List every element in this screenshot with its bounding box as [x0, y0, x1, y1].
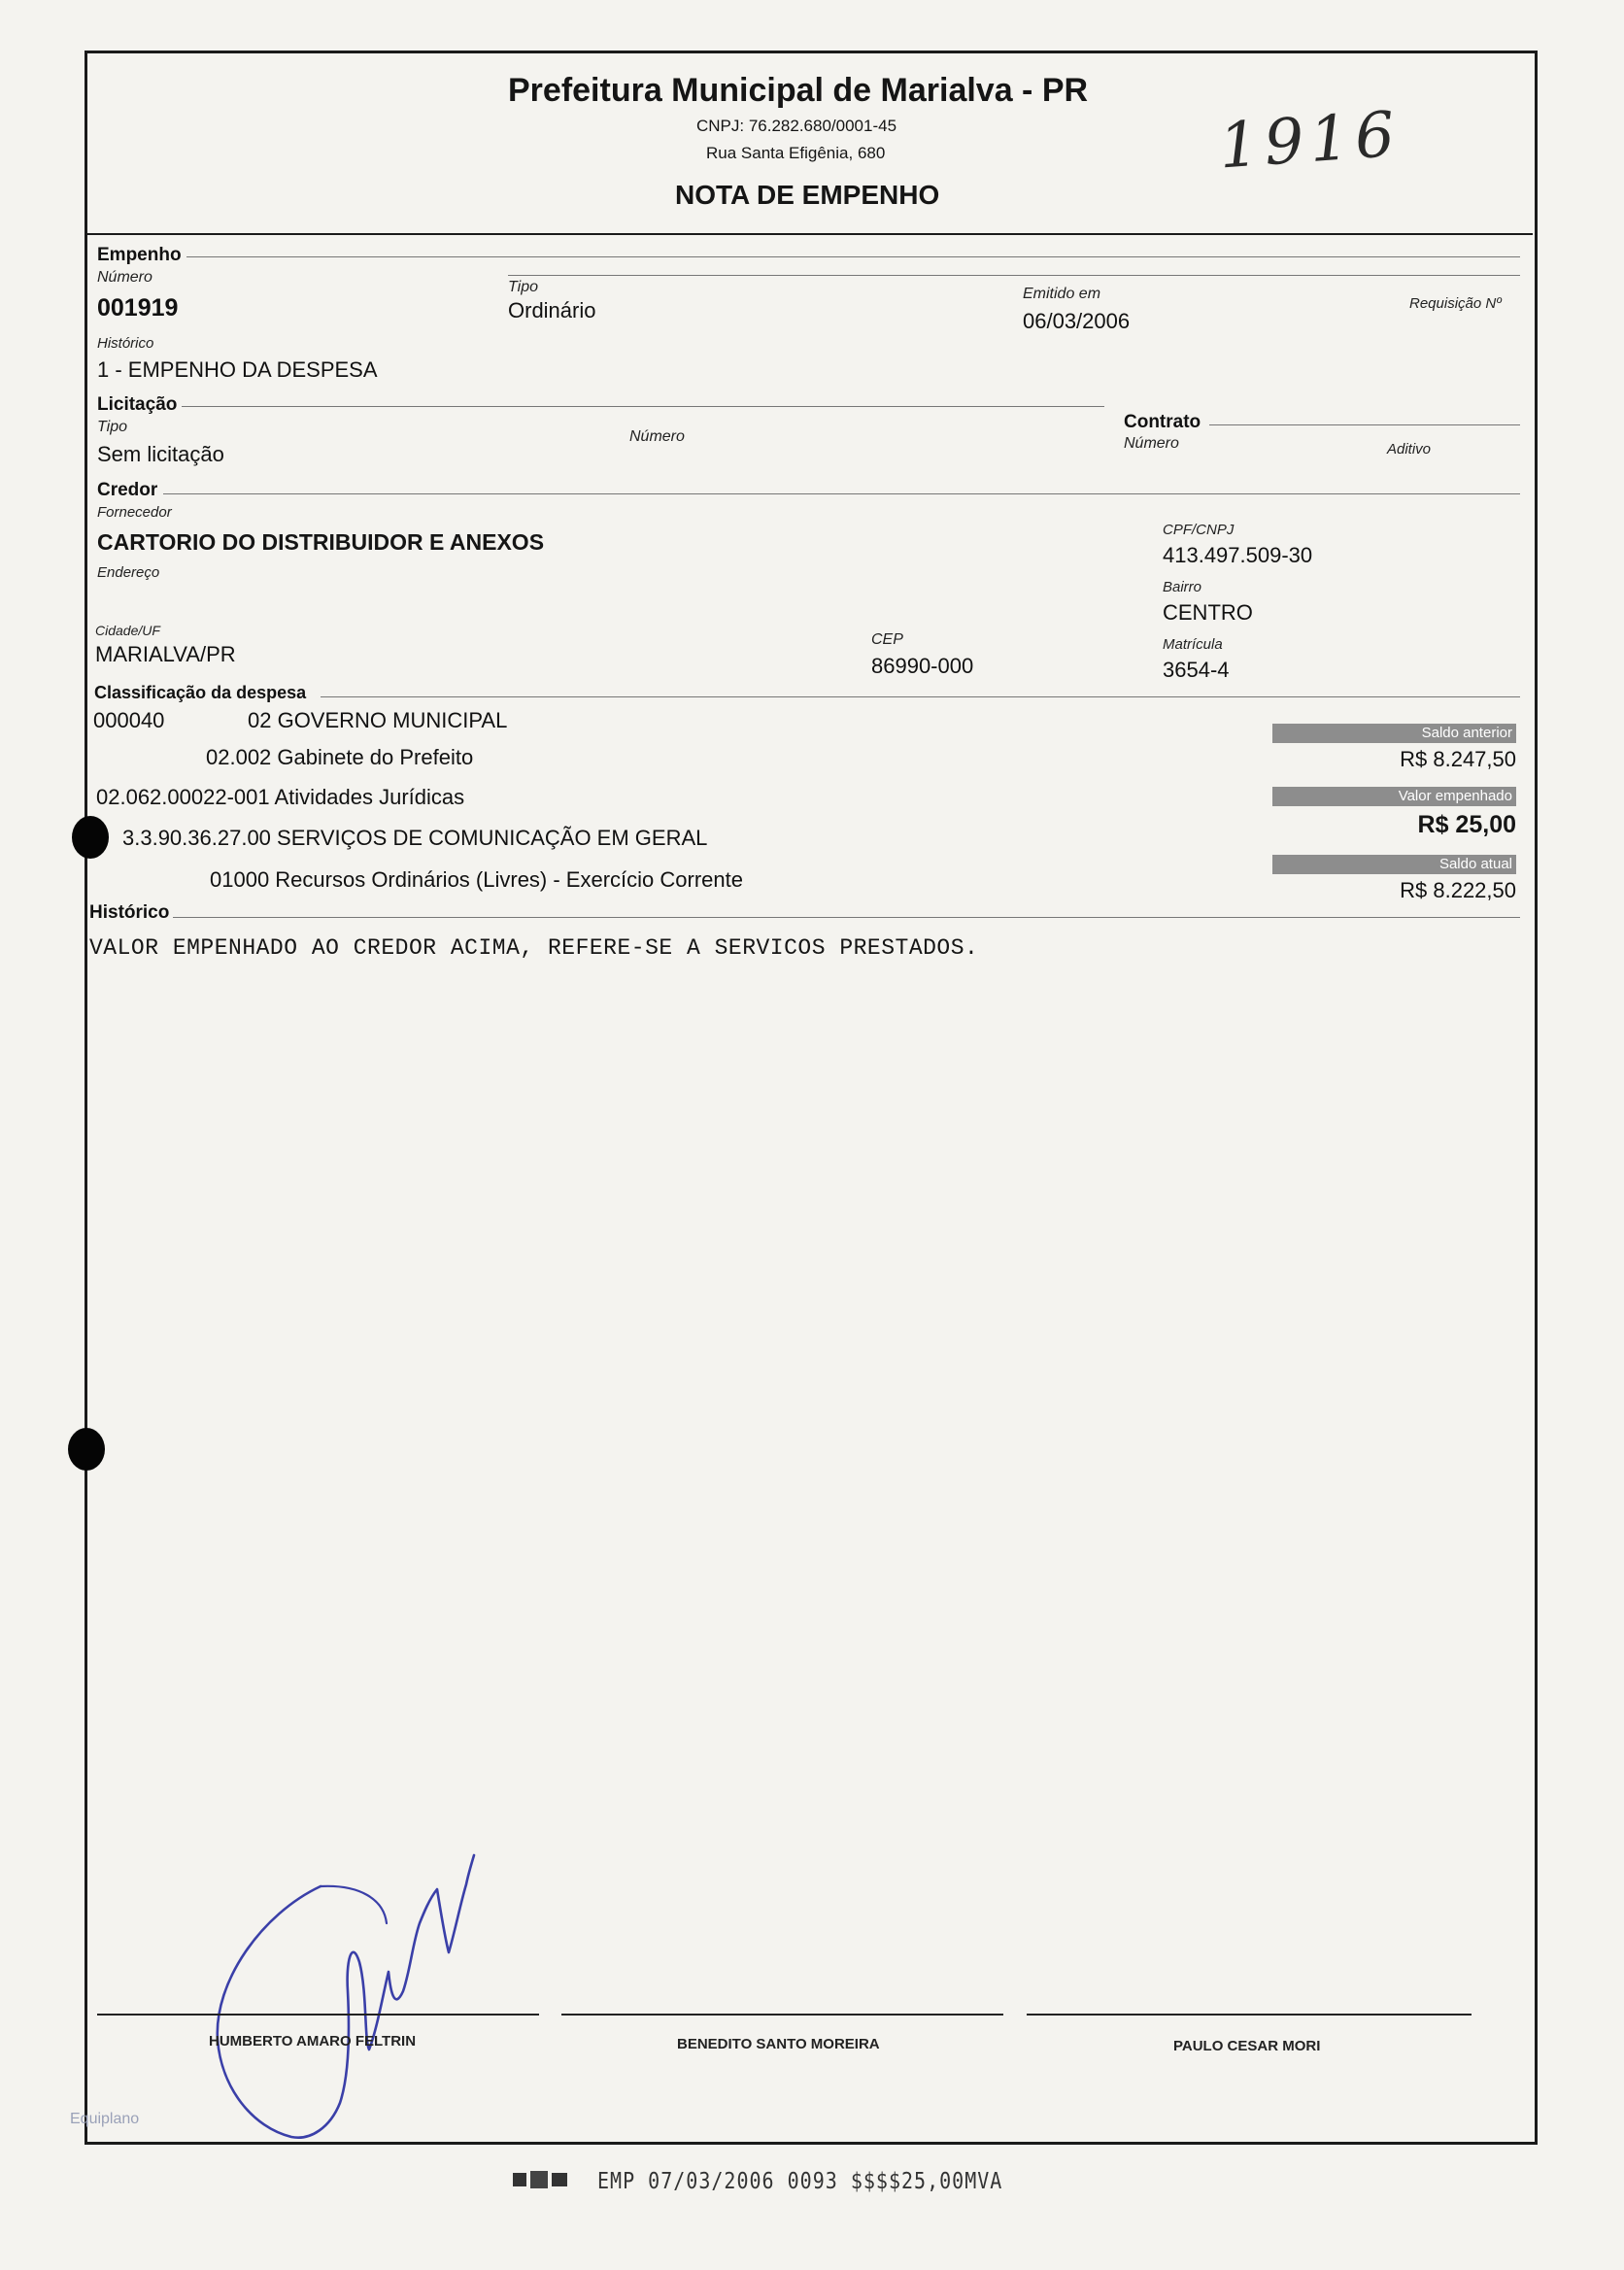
section-classificacao: Classificação da despesa	[94, 683, 307, 702]
signature-line-1	[97, 2014, 539, 2016]
classificacao-funcional: 02.062.00022-001 Atividades Jurídicas	[96, 785, 465, 809]
cep-label: CEP	[871, 631, 903, 648]
matricula-value: 3654-4	[1163, 658, 1230, 682]
licitacao-tipo: Sem licitação	[97, 442, 224, 466]
cpf-label: CPF/CNPJ	[1163, 522, 1235, 538]
matricula-label: Matrícula	[1163, 636, 1223, 653]
valor-empenhado-value: R$ 25,00	[1417, 811, 1516, 838]
section-empenho: Empenho	[97, 245, 182, 265]
empenho-historico-label: Histórico	[97, 335, 154, 352]
licitacao-numero-label: Número	[629, 428, 685, 445]
municipality-title: Prefeitura Municipal de Marialva - PR	[508, 72, 1089, 109]
bairro-label: Bairro	[1163, 579, 1202, 595]
empenho-numero-label: Número	[97, 269, 152, 286]
emitido-date: 06/03/2006	[1023, 309, 1131, 333]
fornecedor-label: Fornecedor	[97, 504, 172, 521]
signature-scribble	[204, 1846, 515, 2156]
empenho-tipo-label: Tipo	[508, 279, 538, 295]
emitido-label: Emitido em	[1023, 286, 1101, 302]
section-contrato: Contrato	[1124, 412, 1201, 432]
signature-name-3: PAULO CESAR MORI	[1173, 2038, 1321, 2054]
saldo-anterior-label: Saldo anterior	[1272, 724, 1516, 743]
doc-title: NOTA DE EMPENHO	[675, 180, 940, 210]
bairro-value: CENTRO	[1163, 600, 1253, 625]
stamp-text: EMP 07/03/2006 0093 $$$$25,00MVA	[597, 2167, 1003, 2194]
address-text: Rua Santa Efigênia, 680	[706, 144, 886, 162]
empenho-historico: 1 - EMPENHO DA DESPESA	[97, 357, 378, 382]
classificacao-rule	[321, 696, 1520, 697]
fornecedor-name: CARTORIO DO DISTRIBUIDOR E ANEXOS	[97, 529, 545, 555]
punch-hole-bottom	[68, 1428, 105, 1471]
signature-name-1: HUMBERTO AMARO FELTRIN	[209, 2033, 417, 2050]
cidade-value: MARIALVA/PR	[95, 642, 236, 666]
signature-line-3	[1027, 2014, 1472, 2016]
punch-hole-top	[72, 816, 109, 859]
valor-empenhado-label: Valor empenhado	[1272, 787, 1516, 806]
classificacao-unidade: 02.002 Gabinete do Prefeito	[206, 745, 474, 769]
licitacao-rule	[182, 406, 1104, 407]
historico-rule	[173, 917, 1520, 918]
section-historico: Histórico	[89, 902, 170, 923]
cnpj-text: CNPJ: 76.282.680/0001-45	[696, 117, 897, 135]
contrato-numero-label: Número	[1124, 435, 1179, 452]
section-licitacao: Licitação	[97, 394, 178, 415]
cep-value: 86990-000	[871, 654, 974, 678]
handwritten-number: 1916	[1216, 98, 1404, 184]
header-divider	[85, 233, 1533, 235]
aditivo-label: Aditivo	[1387, 441, 1432, 457]
equiplano-mark: Equiplano	[70, 2111, 140, 2127]
licitacao-tipo-label: Tipo	[97, 419, 127, 435]
empenho-upper-rule	[508, 275, 1520, 276]
saldo-anterior-value: R$ 8.247,50	[1400, 747, 1516, 771]
section-credor: Credor	[97, 480, 158, 500]
signature-line-2	[561, 2014, 1003, 2016]
cpf-value: 413.497.509-30	[1163, 543, 1313, 567]
empenho-numero: 001919	[97, 294, 179, 322]
requisicao-label: Requisição Nº	[1409, 295, 1502, 312]
classificacao-orgao: 02 GOVERNO MUNICIPAL	[248, 708, 508, 732]
saldo-atual-value: R$ 8.222,50	[1400, 878, 1516, 902]
cidade-label: Cidade/UF	[95, 623, 160, 638]
empenho-rule	[186, 256, 1520, 257]
empenho-tipo: Ordinário	[508, 298, 596, 322]
credor-rule	[163, 493, 1520, 494]
classificacao-elemento: 3.3.90.36.27.00 SERVIÇOS DE COMUNICAÇÃO EM GERAL	[122, 826, 708, 850]
saldo-atual-label: Saldo atual	[1272, 855, 1516, 874]
stamp-logo-icon	[513, 2169, 569, 2190]
contrato-rule	[1209, 424, 1520, 425]
endereco-label: Endereço	[97, 564, 160, 581]
classificacao-code: 000040	[93, 708, 165, 732]
historico-text: VALOR EMPENHADO AO CREDOR ACIMA, REFERE-SE A SERVICOS PRESTADOS.	[89, 935, 979, 961]
classificacao-recurso: 01000 Recursos Ordinários (Livres) - Exercício Corrente	[210, 867, 743, 892]
signature-name-2: BENEDITO SANTO MOREIRA	[677, 2036, 880, 2052]
